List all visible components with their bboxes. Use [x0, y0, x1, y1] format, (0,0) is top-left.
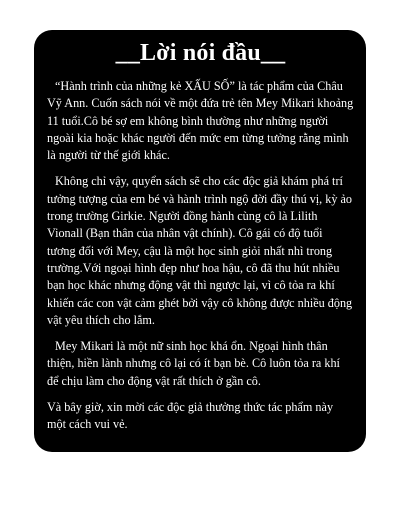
paragraph-closing: Và bây giờ, xin mời các độc giả thưởng thức tác phẩm này một cách vui vẻ. — [47, 400, 334, 432]
paragraph-intro: “Hành trình của những kẻ XẤU SỐ” là tác phẩm của Châu Vỹ Ann. Cuốn sách nói về một đứa trẻ tên Mey Mikari khoảng 11 tuổi.Cô bé sợ em không bình thường như những người ngoài kia hoặc khác người đến mức em từng tưởng rằng mình là người từ thế giới khác. — [47, 79, 354, 163]
paragraph-characters: Không chỉ vậy, quyển sách sẽ cho các độc giả khám phá trí tưởng tượng của em bé và hành trình ngộ đời đầy thú vị, kỳ ảo trong trường Girkie. Người đồng hành cùng cô là Lilith Vionall (Bạn thân của nhân vật chính). Cô gái có độ tuổi tương đối với Mey, cậu là một học sinh giỏi nhất nhì trong trường.Với ngoại hình đẹp như hoa hậu, cô đã thu hút nhiều bạn học khác nhưng động vật thì ngược lại, vì cô tỏa ra khí khiến các con vật cảm ghét bởi vậy cô không được nhiều động vật yêu thích cho lắm. — [47, 174, 353, 327]
preface-panel — [34, 30, 366, 452]
page-title: __Lời nói đầu__ — [115, 40, 286, 66]
paragraph-mey: Mey Mikari là một nữ sinh học khá ổn. Ngoại hình thân thiện, hiền lành nhưng cô lại có ít bạn bè. Cô luôn tỏa ra khí để chịu làm cho động vật rất thích ở gần cô. — [47, 339, 340, 388]
